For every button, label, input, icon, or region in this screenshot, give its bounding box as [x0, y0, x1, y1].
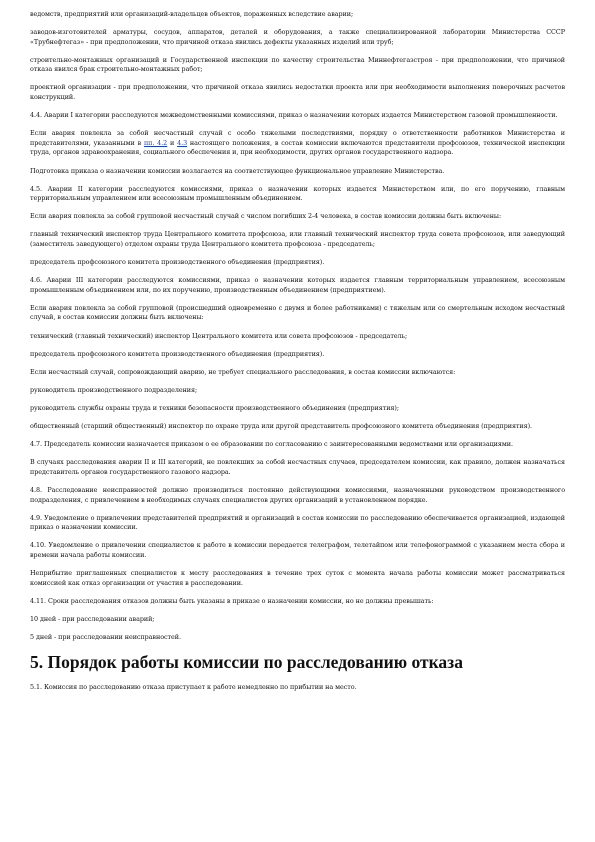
- paragraph-no-investigation: Если несчастный случай, сопровождающий аварию, не требует специального расследования, в состав комиссии включаются:: [30, 367, 456, 376]
- paragraph-4-4: 4.4. Аварии I категории расследуются межведомственными комиссиями, приказ о назначении которых издается Министерством газовой промышленности.: [30, 111, 558, 120]
- paragraph-victims: [30, 129, 565, 158]
- paragraph-10-days: 10 дней - при расследовании аварий;: [30, 614, 155, 623]
- paragraph-safety-head: руководитель службы охраны труда и техники безопасности производственного объединения (предприятия);: [30, 403, 399, 412]
- paragraph-5-1: 5.1. Комиссия по расследованию отказа приступает к работе немедленно по прибытии на место.: [30, 682, 357, 691]
- paragraph-4-9: 4.9. Уведомление о привлечении представителей предприятий и организаций в состав комиссии по расследованию обеспечивается организацией, издающей приказ о назначении комиссии.: [30, 513, 565, 532]
- victims-text-after: настоящего положения, в состав комиссии включаются представители профсоюзов, технической инспекции труда, органов здравоохранения, социального обеспечения и, при необходимости, других органов государственного надзора.: [30, 138, 565, 157]
- paragraph-tech-inspector: технический (главный технический) инспектор Центрального комитета или совета профсоюзов - председатель;: [30, 331, 408, 340]
- paragraph-4-5: 4.5. Аварии II категории расследуются комиссиями, приказ о назначении которых издается Министерством или, по его поручению, главным территориальным управлением или всесоюзным промышленным объединением.: [30, 184, 565, 203]
- paragraph-group-severe: Если авария повлекла за собой групповой (происшедший одновременно с двумя и более работниками) с тяжелым или со смертельным исходом несчастный случай, в состав комиссии должны быть включены:: [30, 303, 565, 322]
- section-heading: 5. Порядок работы комиссии по расследованию отказа: [30, 651, 463, 672]
- paragraph-public-inspector: общественный (старший общественный) инспектор по охране труда или другой представитель профсоюзного комитета объединения (предприятия).: [30, 422, 533, 431]
- paragraph-chief-inspector: главный технический инспектор труда Центрального комитета профсоюза, или главный технический инспектор труда совета профсоюзов, или заведующий (заместитель заведующего) отделом охраны труда Центрального комитета профсоюза - председатель;: [30, 230, 565, 248]
- victims-text-between: и: [167, 138, 178, 147]
- paragraph-4-6: 4.6. Аварии III категории расследуются комиссиями, приказ о назначении которых издается главным территориальным управлением, всесоюзным промышленным объединением или, по их поручению, производственным объединением (предприятием).: [30, 276, 565, 294]
- paragraph-union-chair-1: председатель профсоюзного комитета производственного объединения (предприятия).: [30, 258, 325, 267]
- paragraph-unit-head: руководитель производственного подразделения;: [30, 385, 198, 394]
- link-item-4-2[interactable]: пп. 4.2: [143, 138, 168, 147]
- paragraph-gas-supervision: В случаях расследования аварии II и III категорий, не повлекших за собой несчастных случаев, председателем комиссии, как правило, должен назначаться представитель органов государственного газового надзора.: [30, 458, 565, 476]
- victims-text-before: Если авария повлекла за собой несчастный случай с особо тяжелыми последствиями, порядку о ответственности работников Министерства и представителями, указанными в: [30, 129, 565, 147]
- paragraph-4-11: 4.11. Сроки расследования отказов должны быть указаны в приказе о назначении комиссии, но не должны превышать:: [30, 596, 434, 605]
- paragraph-design: проектной организации - при предположении, что причиной отказа явились недостатки проекта или при необходимости выполнения поверочных расчетов конструкций.: [30, 83, 565, 102]
- paragraph-group-accident: Если авария повлекла за собой групповой несчастный случай с числом погибших 2-4 человека, в состав комиссии должны быть включены:: [30, 212, 502, 221]
- paragraph-owners: ведомств, предприятий или организаций-владельцев объектов, пораженных вследствие аварии;: [30, 10, 354, 18]
- paragraph-no-show: Неприбытие приглашенных специалистов к месту расследования в течение трех суток с момента начала работы комиссии может рассматриваться комиссией как отказ организации от участия в расследовании.: [30, 568, 565, 587]
- paragraph-4-7: 4.7. Председатель комиссии назначается приказом о ее образовании по согласованию с заинтересованными ведомствами или организациями.: [30, 440, 513, 449]
- paragraph-order-prep: Подготовка приказа о назначении комиссии возлагается на соответствующее функциональное управление Министерства.: [30, 166, 445, 175]
- paragraph-5-days: 5 дней - при расследовании неисправностей.: [30, 632, 181, 641]
- paragraph-4-8: 4.8. Расследование неисправностей должно производиться постоянно действующими комиссиями, назначенными руководством производственного подразделения, с привлечением в необходимых случаях специалистов других организаций в установленном порядке.: [30, 485, 565, 504]
- paragraph-4-10: 4.10. Уведомление о привлечении специалистов к работе в комиссии передается телеграфом, телетайпом или телефонограммой с указанием места сбора и времени начала работы комиссии.: [30, 541, 565, 559]
- paragraph-manufacturers: заводов-изготовителей арматуры, сосудов, аппаратов, деталей и оборудования, а также специализированной лаборатории Министерства СССР «Трубнефтегаз» - при предположении, что причиной отказа явились дефекты указанных изделий или труб;: [30, 28, 565, 46]
- link-item-4-3[interactable]: 4.3: [177, 138, 188, 147]
- paragraph-construction: строительно-монтажных организаций и Государственной инспекции по качеству строительства Миннефтегазстроя - при предположении, что причиной отказа явился брак строительно-монтажных работ;: [30, 55, 565, 74]
- paragraph-union-chair-2: председатель профсоюзного комитета производственного объединения (предприятия).: [30, 349, 325, 358]
